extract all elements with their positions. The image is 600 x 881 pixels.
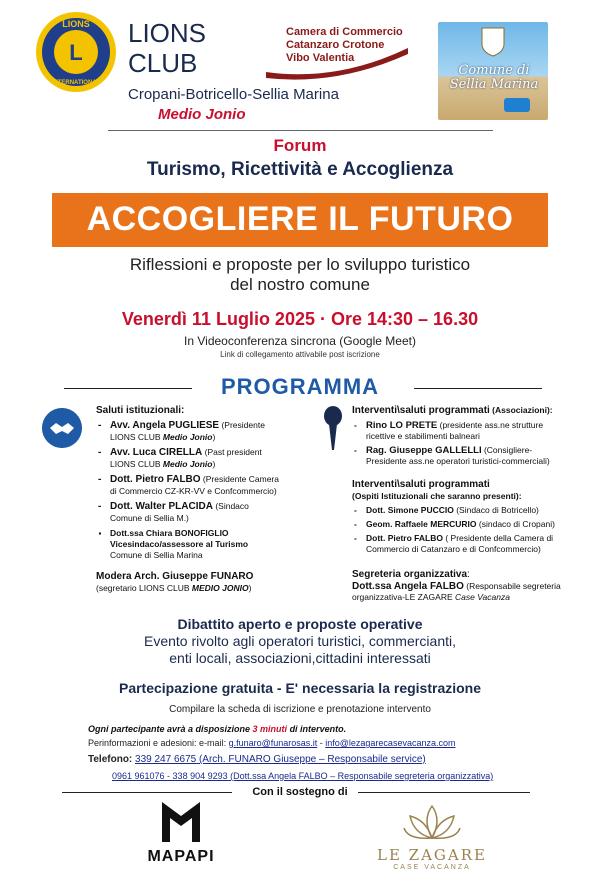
secretariat-role: (Responsabile segreteria organizzativa-LE ZAGARE — [352, 581, 561, 602]
event-venue: In Videoconferenza sincrona (Google Meet) — [184, 334, 416, 348]
speaker-item — [96, 447, 316, 471]
guests-heading: Interventi\saluti programmati — [352, 479, 490, 490]
speaker-role2-club: Medio Jonio — [162, 432, 213, 442]
speaker-role2: Comune di Sellia Marina — [110, 550, 203, 560]
forum-label: Forum — [273, 136, 327, 155]
speaker-role: (Past president — [202, 447, 262, 457]
guests-heading-sub: (Ospiti Istituzionali che saranno presenti): — [352, 491, 522, 501]
email-funaro-link[interactable]: g.funaro@funarosas.it — [228, 738, 318, 748]
chamber-line2: Catanzaro Crotone — [286, 39, 385, 51]
club-name-line1: LIONS — [128, 18, 207, 48]
assoc-role: (presidente ass.ne strutture ricettive e stabilimenti balneari — [366, 420, 544, 441]
phone-number-falbo[interactable]: 0961 961076 - 338 904 9293 — [112, 771, 228, 781]
interventi-heading — [352, 405, 572, 417]
participation-note: Partecipazione gratuita - E' necessaria la registrazione — [118, 680, 482, 696]
speaker-item — [96, 501, 316, 525]
lions-badge: L — [69, 40, 83, 65]
lions-club-logo — [34, 10, 118, 94]
moderator-name: Modera Arch. Giuseppe FUNARO — [96, 571, 254, 582]
chamber-of-commerce-name — [286, 26, 403, 65]
phone-number-funaro[interactable]: 339 247 6675 — [135, 754, 197, 765]
debate-audience-line2: enti locali, associazioni,cittadini interessati — [169, 650, 431, 666]
speaker-name: Dott.ssa Chiara BONOFIGLIO — [110, 528, 229, 538]
chamber-line1: Camera di Commercio — [286, 26, 403, 38]
comune-name — [446, 64, 542, 92]
speaking-time-note — [88, 724, 346, 734]
interventi-heading-sub: (Associazioni): — [489, 405, 553, 415]
speaker-role: (Presidente — [219, 420, 265, 430]
lions-ring-bottom: INTERNATIONAL — [51, 80, 101, 86]
saluti-heading: Saluti istituzionali: — [96, 405, 185, 416]
sponsors-label: Con il sostegno di — [252, 786, 348, 798]
mapapi-logo-icon — [160, 800, 202, 844]
email-separator: - — [317, 738, 326, 748]
speaker-role2-end: ) — [212, 459, 216, 469]
guest-role: (Sindaco di Botricello) — [453, 505, 539, 515]
speaker-role: (Sindaco — [212, 501, 249, 511]
comune-line1: Comune di — [458, 63, 530, 78]
header-divider — [108, 130, 493, 131]
moderator-role-end: ) — [248, 583, 252, 593]
minutes-pre: Ogni partecipante avrà a disposizione — [88, 724, 253, 734]
guest-item — [352, 519, 572, 530]
minutes-value: 3 minuti — [252, 724, 288, 734]
phone-owner-funaro: (Arch. FUNARO Giuseppe – Responsabile service) — [196, 754, 426, 765]
event-subtitle-line2: del nostro comune — [230, 275, 370, 294]
moderator-role-club: MEDIO JONIO — [191, 583, 249, 593]
debate-audience-line1: Evento rivolto agli operatori turistici, commercianti, — [143, 633, 456, 649]
phone-line-1 — [88, 754, 426, 765]
guest-name: Dott. Pietro FALBO — [366, 533, 443, 543]
assoc-item — [352, 445, 572, 467]
assoc-name: Rino LO PRETE — [366, 420, 438, 431]
secretariat-info — [352, 581, 572, 603]
title-banner-text: ACCOGLIERE IL FUTURO — [86, 200, 514, 238]
interventi-heading-text: Interventi\saluti programmati — [352, 405, 490, 416]
email-zagare-link[interactable]: info@lezagarecasevacanza.com — [325, 738, 456, 748]
handshake-icon — [42, 408, 82, 448]
lotus-logo-icon — [402, 800, 462, 844]
guest-item — [352, 533, 572, 555]
speaker-role2: LIONS CLUB — [110, 432, 163, 442]
speaker-name: Dott. Walter PLACIDA — [110, 501, 213, 512]
guest-name: Geom. Raffaele MERCURIO — [366, 519, 477, 529]
forum-topic: Turismo, Ricettività e Accoglienza — [146, 159, 454, 180]
speaker-name: Avv. Angela PUGLIESE — [110, 420, 220, 431]
minutes-post: di intervento. — [287, 724, 347, 734]
lions-ring-top: LIONS — [62, 19, 90, 29]
moderator-role — [96, 583, 316, 594]
assoc-item — [352, 420, 572, 442]
secretariat-label-text: Segreteria organizzativa — [352, 569, 468, 580]
comune-line2: Sellia Marina — [449, 77, 539, 92]
speaker-role2-end: ) — [212, 432, 216, 442]
programma-title: PROGRAMMA — [220, 374, 380, 399]
club-name — [128, 18, 206, 78]
debate-title: Dibattito aperto e proposte operative — [177, 616, 423, 632]
guest-role: ( Presidente della Camera di Commercio di Catanzaro e di Confcommercio) — [366, 533, 554, 554]
club-name-line2: CLUB — [128, 48, 198, 78]
club-subtitle: Cropani-Botricello-Sellia Marina — [128, 86, 339, 103]
speaker-role2: Comune di Sellia M.) — [110, 513, 189, 523]
speaker-item — [96, 528, 316, 561]
guest-item — [352, 505, 572, 516]
speaker-role2-club: Medio Jonio — [162, 459, 213, 469]
phone-line-2 — [112, 771, 493, 781]
mapapi-name: MAPAPI — [147, 848, 215, 865]
microphone-icon — [320, 406, 346, 452]
assoc-role: (Consigliere- Presidente ass.ne operatori turistici-commerciali) — [366, 445, 550, 466]
chamber-line3: Vibo Valentia — [286, 52, 355, 64]
registration-note: Compilare la scheda di iscrizione e prenotazione intervento — [169, 704, 431, 715]
speaker-role2: LIONS CLUB — [110, 459, 163, 469]
speaker-item — [96, 474, 316, 498]
phone-label: Telefono: — [88, 754, 136, 765]
assoc-name: Rag. Giuseppe GALLELLI — [366, 445, 482, 456]
phone-owner-falbo: (Dott.ssa Angela FALBO – Responsabile segreteria organizzativa) — [227, 771, 494, 781]
le-zagare-subtitle: CASE VACANZA — [393, 864, 471, 871]
speaker-item — [96, 420, 316, 444]
programma-left-column — [96, 405, 316, 594]
speaker-role2: di Commercio CZ-KR-VV e Confcommercio) — [110, 486, 277, 496]
event-date-time: Venerdì 11 Luglio 2025 · Ore 14:30 – 16.30 — [121, 309, 479, 329]
club-region: Medio Jonio — [158, 106, 246, 123]
guest-name: Dott. Simone PUCCIO — [366, 505, 454, 515]
speaker-role: (Presidente Camera — [200, 474, 279, 484]
contact-emails — [88, 738, 455, 748]
debate-audience — [0, 633, 600, 667]
speaker-name: Dott. Pietro FALBO — [110, 474, 201, 485]
moderator-role-text: (segretario LIONS CLUB — [96, 583, 192, 593]
info-label: Perinformazioni e adesioni: e-mail: — [88, 738, 229, 748]
programma-right-column — [352, 405, 572, 603]
secretariat-name: Dott.ssa Angela FALBO — [352, 581, 464, 592]
event-subtitle-line1: Riflessioni e proposte per lo sviluppo turistico — [129, 255, 471, 274]
event-subtitle — [0, 255, 600, 295]
speaker-name: Avv. Luca CIRELLA — [110, 447, 203, 458]
secretariat-label: Segreteria organizzativa: — [352, 569, 470, 580]
speaker-role: Vicesindaco/assessore al Turismo — [110, 539, 249, 549]
le-zagare-name: LE ZAGARE — [377, 846, 487, 864]
guest-role: (sindaco di Cropani) — [476, 519, 555, 529]
secretariat-role-brand: Case Vacanza — [454, 592, 510, 602]
link-note: Link di collegamento attivabile post iscrizione — [220, 350, 380, 359]
